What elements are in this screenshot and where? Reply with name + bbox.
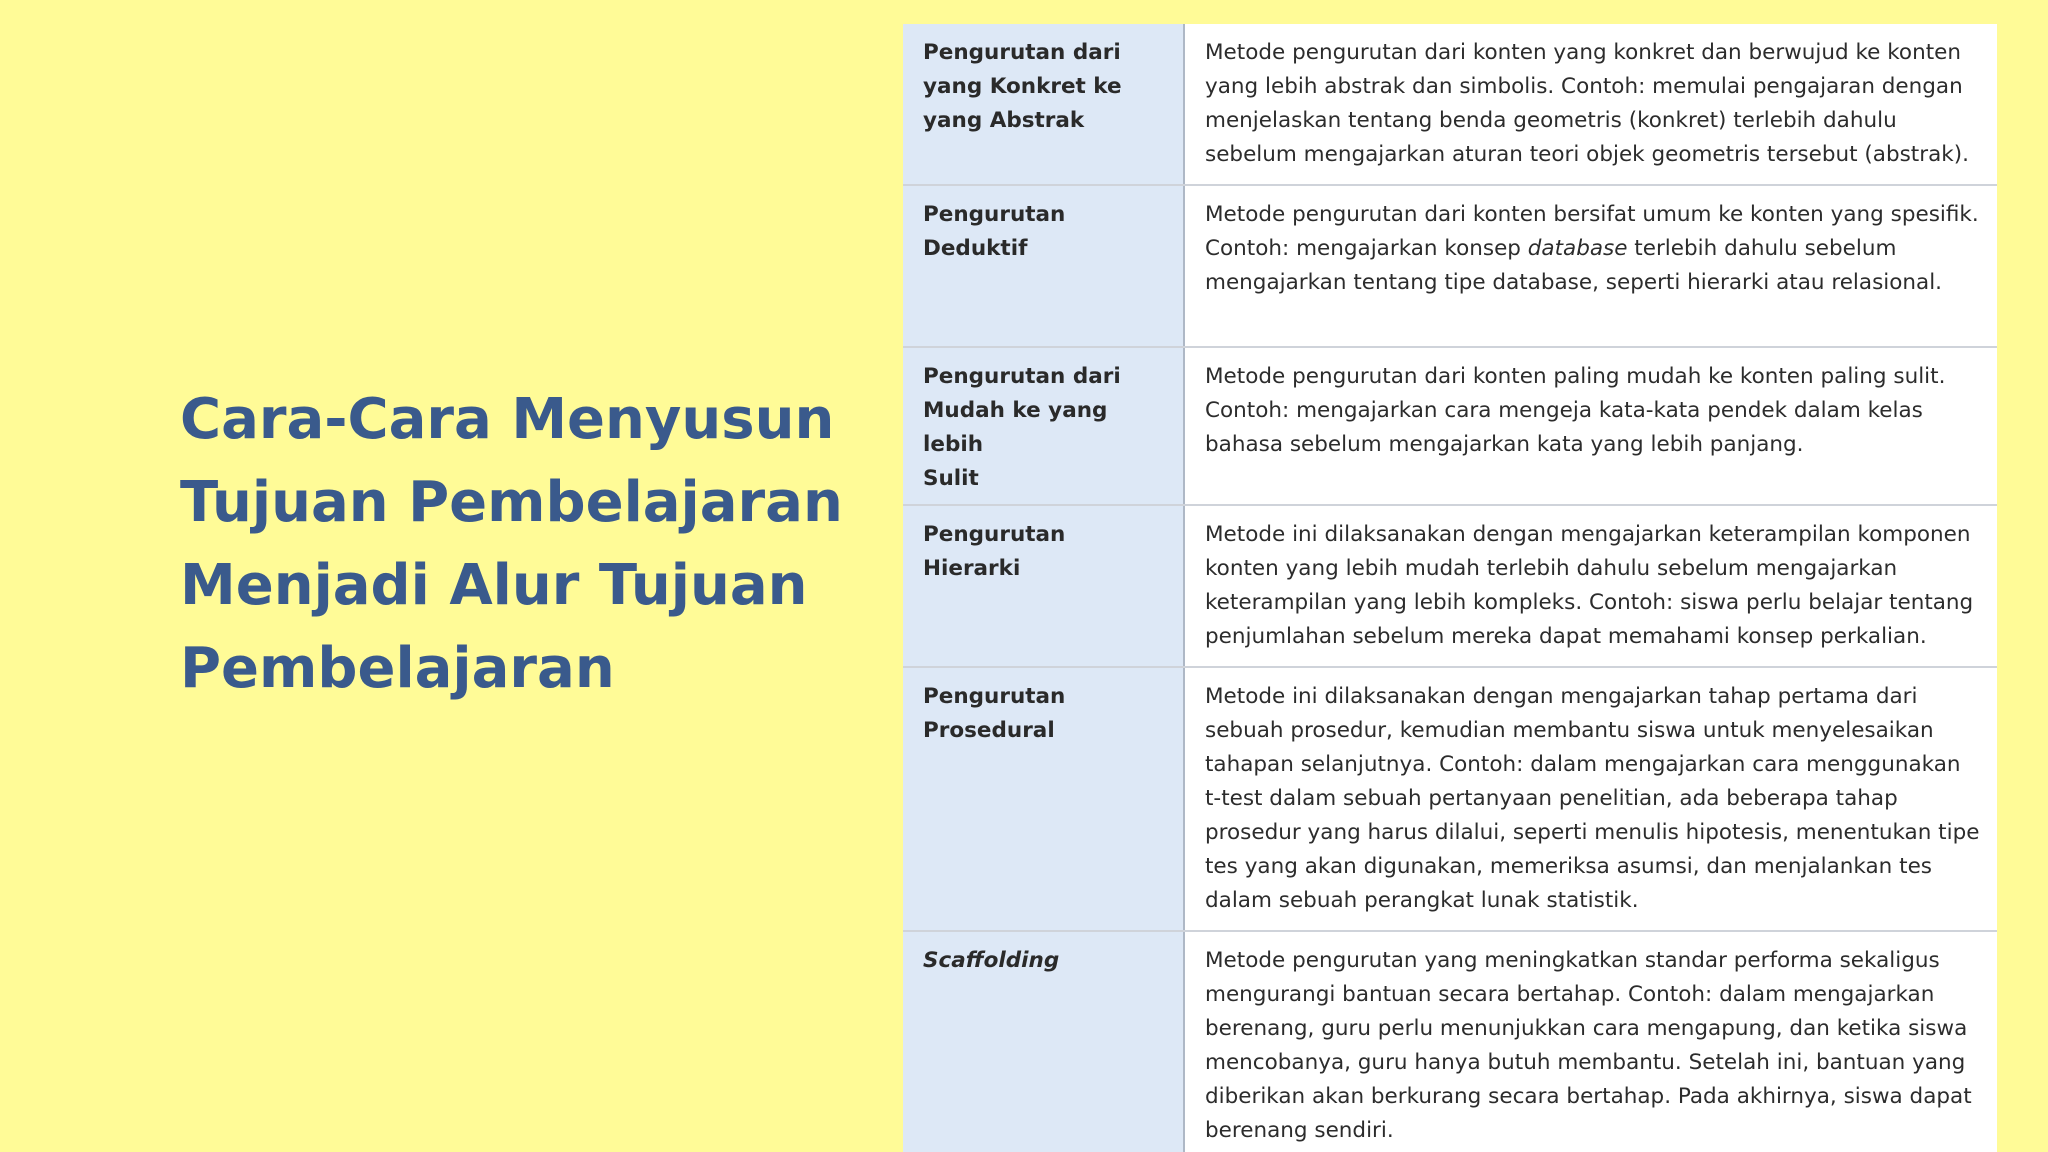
term-line: yang Abstrak: [923, 108, 1085, 133]
term-line: Pengurutan dari: [923, 364, 1121, 389]
table-row: [903, 667, 1997, 931]
sequencing-methods-table: [903, 24, 1997, 1143]
term-line: Pengurutan: [923, 684, 1066, 709]
term-cell: [903, 667, 1184, 931]
slide-title-line-3: Menjadi Alur Tujuan: [180, 553, 808, 618]
term-cell: [903, 931, 1184, 1152]
slide-title-line-2: Tujuan Pembelajaran: [180, 470, 843, 535]
description-italic-term: database: [1527, 236, 1628, 261]
term-line: Sulit: [923, 466, 979, 491]
description-cell: Metode pengurutan dari konten paling mudah ke konten paling sulit. Contoh: mengajarkan cara mengeja kata-kata pendek dalam kelas bahasa sebelum mengajarkan kata yang lebih panjang.: [1184, 347, 1997, 505]
term-line: Scaffolding: [923, 948, 1060, 973]
description-cell: Metode ini dilaksanakan dengan mengajarkan keterampilan komponen konten yang lebih mudah terlebih dahulu sebelum mengajarkan keterampilan yang lebih kompleks. Contoh: siswa perlu belajar tentang penjumlahan sebelum mereka dapat memahami konsep perkalian.: [1184, 505, 1997, 667]
table-row: [903, 931, 1997, 1152]
description-cell: Metode pengurutan dari konten yang konkret dan berwujud ke konten yang lebih abstrak dan simbolis. Contoh: memulai pengajaran dengan menjelaskan tentang benda geometris (konkret) terlebih dahulu sebelum mengajarkan aturan teori objek geometris tersebut (abstrak).: [1184, 24, 1997, 185]
table-row: [903, 24, 1997, 185]
description-text: terlebih dahulu sebelum mengajarkan tentang tipe database, seperti hierarki atau relasional.: [1205, 236, 1943, 295]
term-cell: [903, 185, 1184, 347]
description-cell: Metode pengurutan yang meningkatkan standar performa sekaligus mengurangi bantuan secara bertahap. Contoh: dalam mengajarkan berenang, guru perlu menunjukkan cara mengapung, dan ketika siswa mencobanya, guru hanya butuh membantu. Setelah ini, bantuan yang diberikan akan berkurang secara bertahap. Pada akhirnya, siswa dapat berenang sendiri.: [1184, 931, 1997, 1152]
term-cell: [903, 505, 1184, 667]
slide-title-line-1: Cara-Cara Menyusun: [180, 387, 835, 452]
term-cell: [903, 347, 1184, 505]
description-text: Metode pengurutan dari konten bersifat umum ke konten yang spesifik. Contoh: mengajarkan konsep: [1205, 202, 1979, 261]
description-cell: [1184, 185, 1997, 347]
term-line: Pengurutan Deduktif: [923, 202, 1066, 261]
slide-title: [180, 378, 843, 710]
table-row: [903, 347, 1997, 505]
table-row: [903, 185, 1997, 347]
term-cell: [903, 24, 1184, 185]
term-line: Prosedural: [923, 718, 1055, 743]
term-line: Pengurutan dari: [923, 40, 1121, 65]
term-line: Mudah ke yang lebih: [923, 398, 1108, 457]
table-row: [903, 505, 1997, 667]
term-line: Pengurutan Hierarki: [923, 522, 1066, 581]
slide-title-line-4: Pembelajaran: [180, 636, 615, 701]
description-cell: Metode ini dilaksanakan dengan mengajarkan tahap pertama dari sebuah prosedur, kemudian membantu siswa untuk menyelesaikan tahapan selanjutnya. Contoh: dalam mengajarkan cara menggunakan t-test dalam sebuah pertanyaan penelitian, ada beberapa tahap prosedur yang harus dilalui, seperti menulis hipotesis, menentukan tipe tes yang akan digunakan, memeriksa asumsi, dan menjalankan tes dalam sebuah perangkat lunak statistik.: [1184, 667, 1997, 931]
term-line: yang Konkret ke: [923, 74, 1122, 99]
